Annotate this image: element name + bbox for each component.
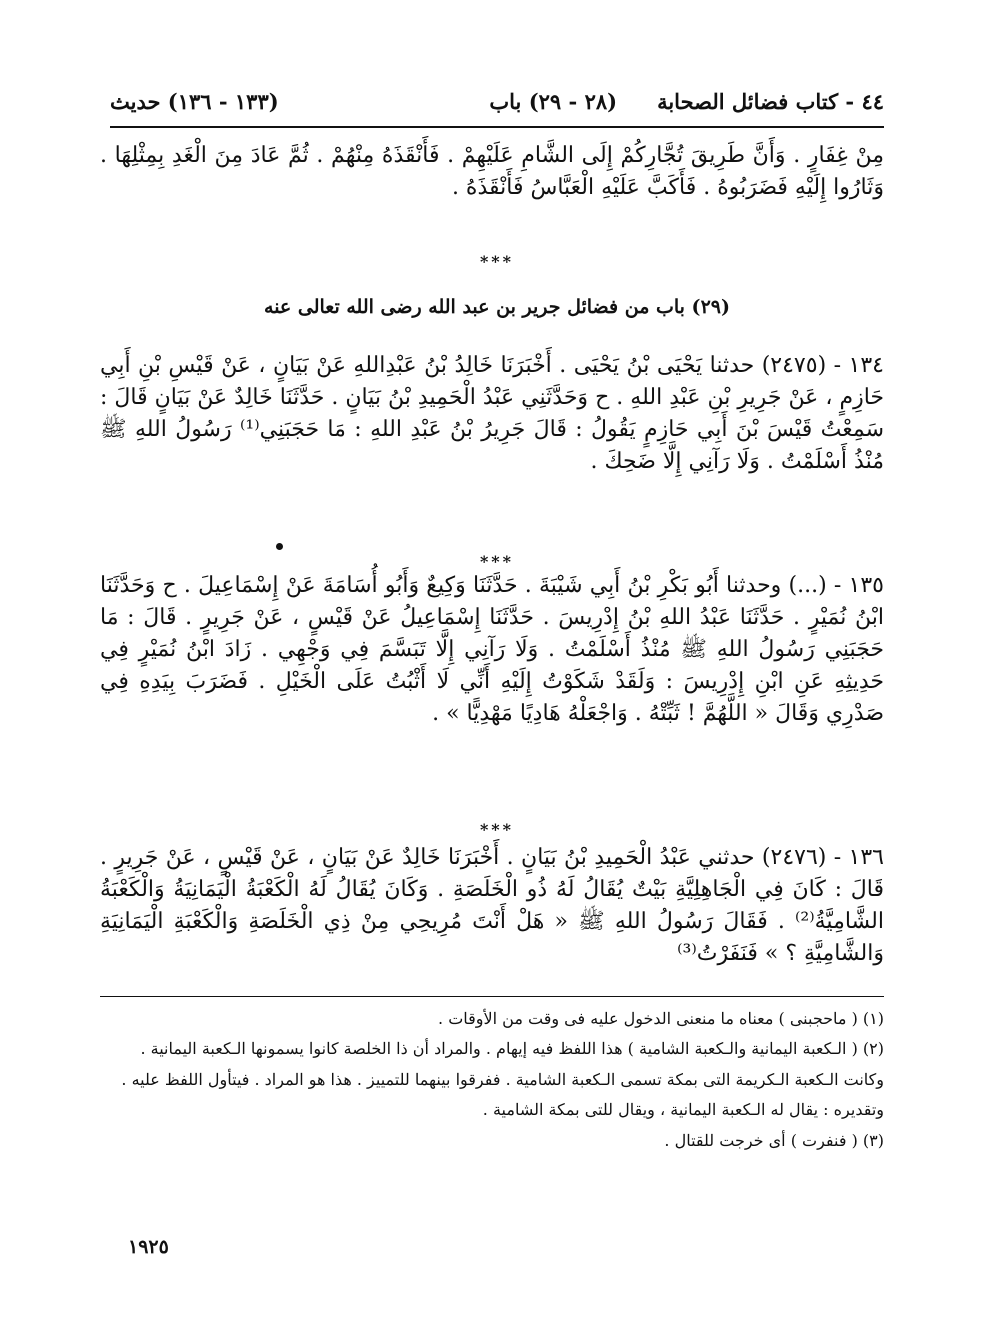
footnotes bbox=[100, 1004, 884, 1156]
hadith-separator: *** bbox=[479, 552, 515, 571]
hadith-paragraph: ١٣٦ - (٢٤٧٦) حدثني عَبْدُ الْحَمِيدِ بْنُ بَيَانٍ . أَخْبَرَنَا خَالِدٌ عَنْ بَيَانٍ ، عَنْ قَيْسٍ ، عَنْ جَرِيرٍ . قَالَ : كَانَ فِي الْجَاهِلِيَّةِ بَيْتٌ يُقَالُ لَهُ ذُو الْخَلَصَةِ . وَكَانَ يُقَالُ لَهُ الْكَعْبَةُ الْيَمَانِيَةُ وَالْكَعْبَةُ الشَّامِيَّةُ⁽²⁾ . فَقَالَ رَسُولُ اللهِ ﷺ « هَلْ أَنْتَ مُرِيحِي مِنْ ذِي الْخَلَصَةِ وَالْكَعْبَةِ الْيَمَانِيَةِ وَالشَّامِيَّةِ ؟ » فَنَفَرْتُ⁽³⁾ bbox=[100, 845, 884, 966]
chapter-title: (٢٩) باب من فضائل جرير بن عبد الله رضى الله تعالى عنه bbox=[264, 296, 730, 318]
margin-dot bbox=[276, 543, 283, 550]
header-divider bbox=[110, 126, 884, 128]
footnote: (١) ( ماحجبنى ) معناه ما منعنى الدخول عليه فى وقت من الأوقات . bbox=[438, 1009, 884, 1028]
book-title: ٤٤ - كتاب فضائل الصحابة bbox=[657, 88, 884, 114]
hadith-paragraph: ١٣٤ - (٢٤٧٥) حدثنا يَحْيَى بْنُ يَحْيَى . أَخْبَرَنَا خَالِدُ بْنُ عَبْدِاللهِ عَنْ بَيَانٍ ، عَنْ قَيْسِ بْنِ أَبِي حَازِمٍ ، عَنْ جَرِيرِ بْنِ عَبْدِ اللهِ . ح وَحَدَّثَنِي عَبْدُ الْحَمِيدِ بْنُ بَيَانٍ . حَدَّثَنَا خَالِدٌ عَنْ بَيَانٍ قَالَ : سَمِعْتُ قَيْسَ بْنَ أَبِي حَازِمٍ يَقُولُ : قَالَ جَرِيرُ بْنُ عَبْدِ اللهِ : مَا حَجَبَنِي⁽¹⁾ رَسُولُ اللهِ ﷺ مُنْذُ أَسْلَمْتُ . وَلَا رَآنِي إِلَّا ضَحِكَ . bbox=[100, 353, 885, 474]
footnote: (٢) ( الـكعبة اليمانية والـكعبة الشامية ) هذا اللفظ فيه إيهام . والمراد أن ذا الخلصة كانوا يسمونها الـكعبة اليمانية . وكانت الـكعبة الـكريمة التى بمكة تسمى الـكعبة الشامية . ففرقوا بينهما للتمييز . هذا هو المراد . فيتأول اللفظ عليه . وتقديره : يقال له الـكعبة اليمانية ، ويقال للتى بمكة الشامية . bbox=[121, 1039, 884, 1120]
hadith-separator: *** bbox=[479, 820, 515, 839]
chapter-range: (٢٨ - ٢٩) باب bbox=[489, 88, 618, 114]
page-number: ١٩٢٥ bbox=[128, 1236, 169, 1258]
footnote-divider bbox=[100, 996, 884, 997]
header-right-group bbox=[489, 89, 884, 114]
hadith-paragraph: ١٣٥ - (...) وحدثنا أَبُو بَكْرِ بْنُ أَبِي شَيْبَةَ . حَدَّثَنَا وَكِيعٌ وَأَبُو أُسَامَةَ عَنْ إِسْمَاعِيلَ . ح وَحَدَّثَنَا ابْنُ نُمَيْرٍ . حَدَّثَنَا عَبْدُ اللهِ بْنُ إِدْرِيسَ . حَدَّثَنَا إِسْمَاعِيلُ عَنْ قَيْسٍ ، عَنْ جَرِيرٍ . قَالَ : مَا حَجَبَنِي رَسُولُ اللهِ ﷺ مُنْذُ أَسْلَمْتُ . وَلَا رَآنِي إِلَّا تَبَسَّمَ فِي وَجْهِي . زَادَ ابْنُ نُمَيْرٍ فِي حَدِيثِهِ عَنِ ابْنِ إِدْرِيسَ : وَلَقَدْ شَكَوْتُ إِلَيْهِ أَنِّي لَا أَثْبُتُ عَلَى الْخَيْلِ . فَضَرَبَ بِيَدِهِ فِي صَدْرِي وَقَالَ « اللَّهُمَّ ! ثَبِّتْهُ . وَاجْعَلْهُ هَادِيًا مَهْدِيًّا » . bbox=[100, 573, 884, 726]
footnote: (٣) ( فنفرت ) أى خرجت للقتال . bbox=[664, 1130, 884, 1150]
intro-paragraph: مِنْ غِفَارٍ . وَأَنَّ طَرِيقَ تُجَّارِكُمْ إِلَى الشَّامِ عَلَيْهِمْ . فَأَنْقَذَهُ مِنْهُمْ . ثُمَّ عَادَ مِنَ الْغَدِ بِمِثْلِهَا . وَثَارُوا إِلَيْهِ فَضَرَبُوهُ . فَأَكَبَّ عَلَيْهِ الْعَبَّاسُ فَأَنْقَذَهُ . bbox=[100, 143, 884, 200]
hadith-range: (١٣٣ - ١٣٦) حديث bbox=[110, 88, 279, 114]
chapter-separator: *** bbox=[479, 252, 515, 271]
running-header bbox=[110, 78, 884, 124]
